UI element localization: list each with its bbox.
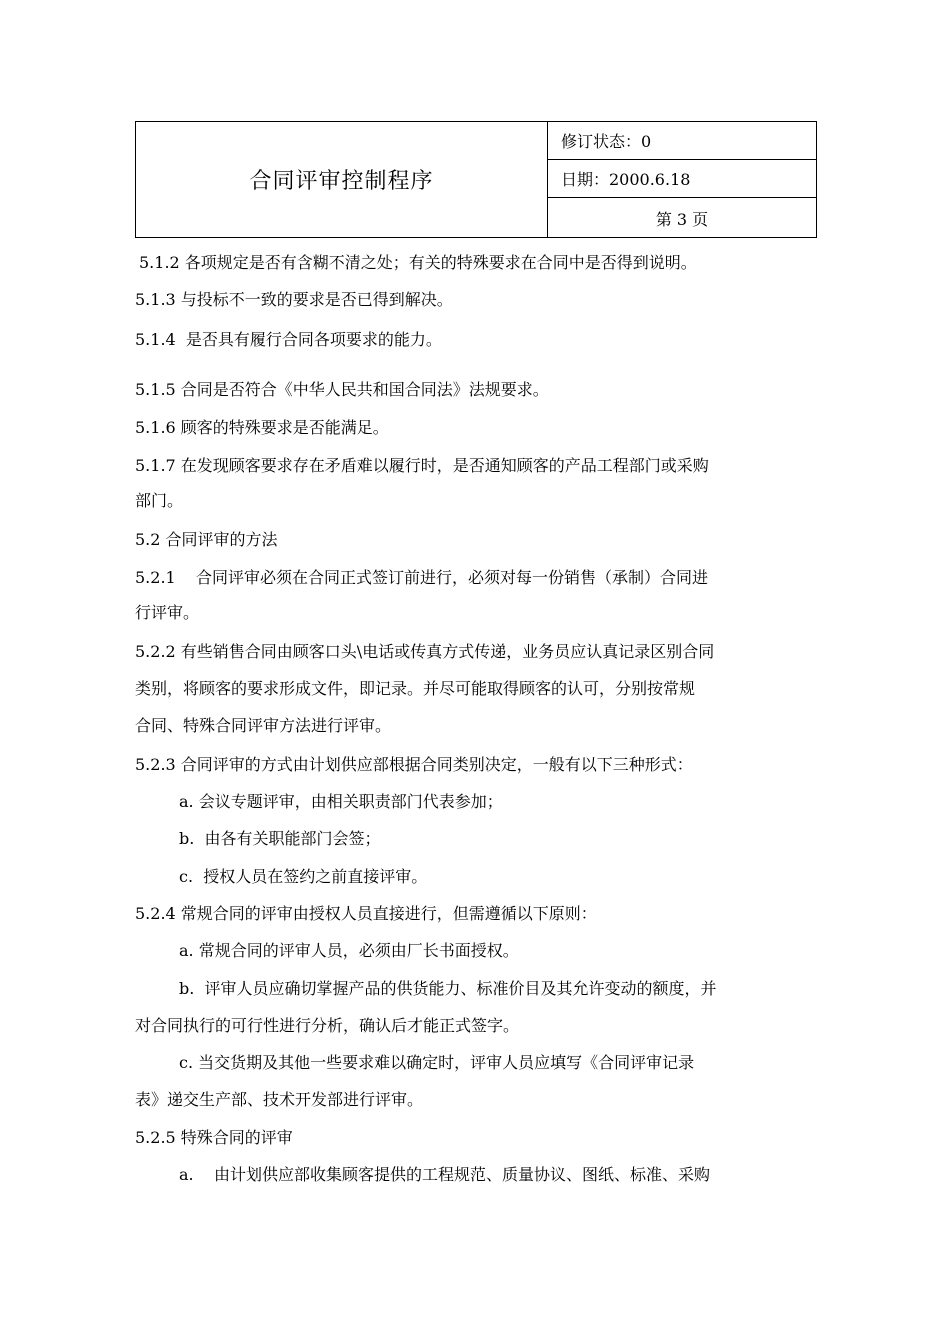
document-header-table [135,121,817,238]
clause-5-2-4-a: a. 常规合同的评审人员，必须由厂长书面授权。 [179,941,519,960]
clause-5-2-2: 5.2.2 有些销售合同由顾客口头\电话或传真方式传递，业务员应认真记录区别合同 [135,642,715,661]
clause-5-2-3-a: a. 会议专题评审，由相关职责部门代表参加； [179,792,503,811]
clause-5-2-2-cont-2: 合同、特殊合同评审方法进行评审。 [135,716,392,735]
clause-5-2-5: 5.2.5 特殊合同的评审 [135,1128,293,1147]
document-title: 合同评审控制程序 [249,169,434,194]
revision-status: 修订状态：0 [548,122,816,160]
clause-5-2-1-cont: 行评审。 [135,603,200,622]
clause-5-2-2-cont-1: 类别，将顾客的要求形成文件，即记录。并尽可能取得顾客的认可，分别按常规 [135,679,696,698]
clause-5-2-5-a: a. 由计划供应部收集顾客提供的工程规范、质量协议、图纸、标准、采购 [179,1165,710,1184]
page-number: 第 3 页 [655,209,709,229]
clause-5-1-6: 5.1.6 顾客的特殊要求是否能满足。 [135,418,389,437]
clause-5-1-7: 5.1.7 在发现顾客要求存在矛盾难以履行时，是否通知顾客的产品工程部门或采购 [135,456,709,475]
clause-5-1-3: 5.1.3 与投标不一致的要求是否已得到解决。 [135,290,453,309]
section-5-2-heading: 5.2 合同评审的方法 [135,530,278,549]
clause-5-2-4-c: c. 当交货期及其他一些要求难以确定时，评审人员应填写《合同评审记录 [179,1053,695,1072]
clause-5-2-3: 5.2.3 合同评审的方式由计划供应部根据合同类别决定，一般有以下三种形式： [135,755,693,774]
clause-5-1-7-cont: 部门。 [135,491,184,510]
header-info-cells [548,122,816,237]
clause-5-2-4: 5.2.4 常规合同的评审由授权人员直接进行，但需遵循以下原则： [135,904,597,923]
clause-5-1-2: 5.1.2 各项规定是否有含糊不清之处；有关的特殊要求在合同中是否得到说明。 [139,253,697,272]
clause-5-1-5: 5.1.5 合同是否符合《中华人民共和国合同法》法规要求。 [135,380,549,399]
clause-5-2-1: 5.2.1 合同评审必须在合同正式签订前进行，必须对每一份销售（承制）合同进 [135,568,709,587]
clause-5-2-3-b: b. 由各有关职能部门会签； [179,829,381,848]
clause-5-2-4-b: b. 评审人员应确切掌握产品的供货能力、标准价目及其允许变动的额度，并 [179,979,717,998]
clause-5-2-3-c: c. 授权人员在签约之前直接评审。 [179,867,428,886]
document-date: 日期：2000.6.18 [548,160,816,198]
clause-5-1-4: 5.1.4 是否具有履行合同各项要求的能力。 [135,330,442,349]
clause-5-2-4-c-cont: 表》递交生产部、技术开发部进行评审。 [135,1090,424,1109]
clause-5-2-4-b-cont: 对合同执行的可行性进行分析，确认后才能正式签字。 [135,1016,520,1035]
header-title-cell [136,122,548,237]
